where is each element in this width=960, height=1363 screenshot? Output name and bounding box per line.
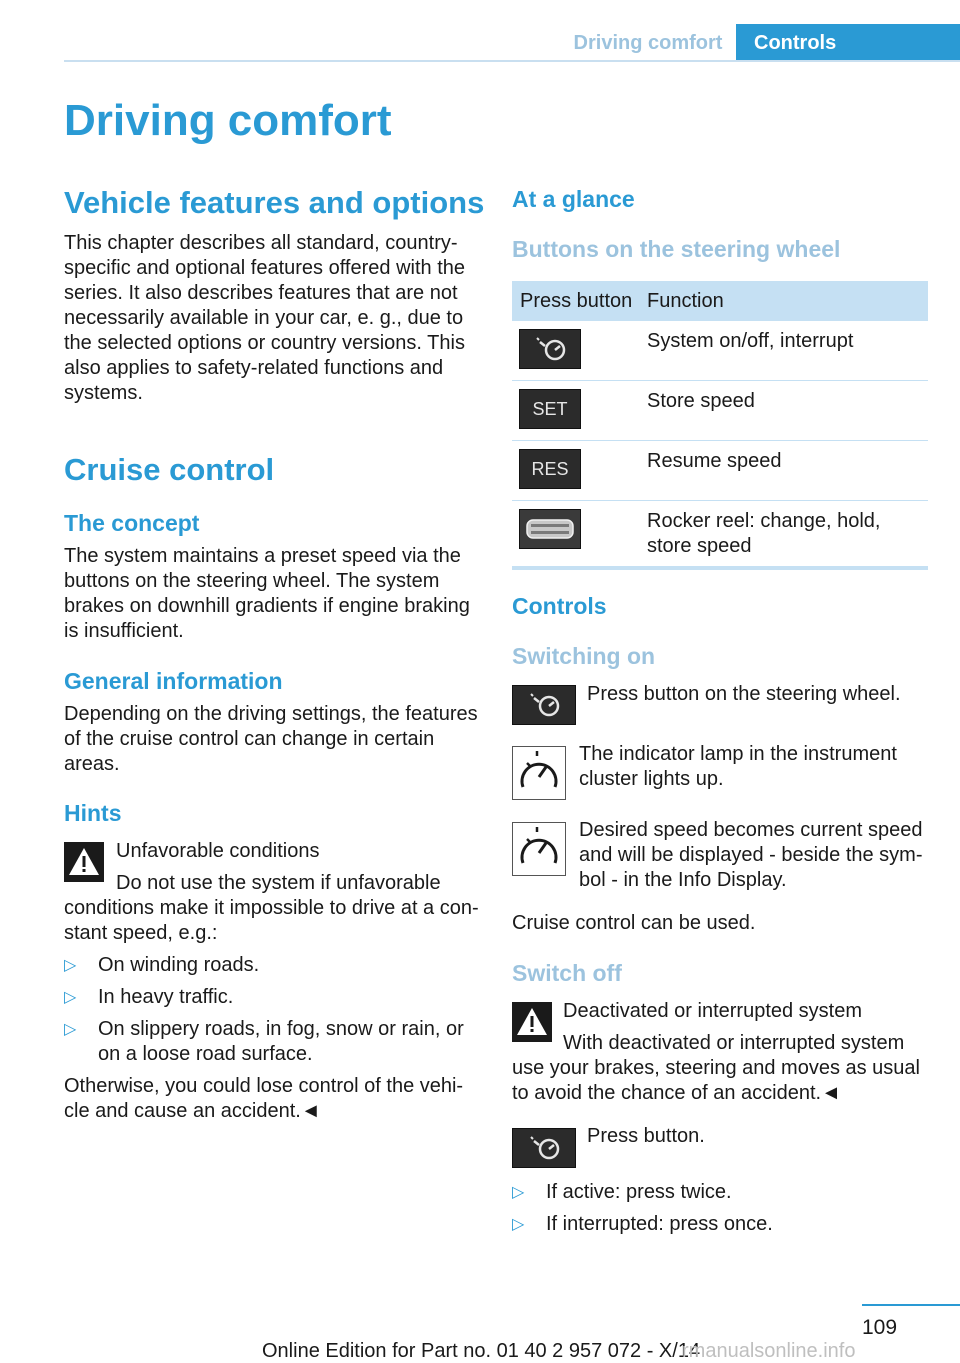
text-line: cluster lights up. bbox=[579, 768, 724, 790]
text-line: cle and cause an accident.◄ bbox=[64, 1100, 321, 1122]
header-section-label: Driving comfort bbox=[573, 31, 723, 54]
table-cell-function bbox=[647, 509, 880, 559]
text-line: systems. bbox=[64, 382, 143, 404]
text-line: bol - in the Info Display. bbox=[579, 869, 787, 891]
text-line: The indicator lamp in the instrument bbox=[579, 743, 897, 765]
heading-controls: Controls bbox=[512, 593, 607, 619]
warning-icon bbox=[64, 842, 104, 882]
header-tab-controls: Controls bbox=[736, 24, 960, 62]
press-button-text: Press button. bbox=[587, 1125, 705, 1147]
text-line: and will be displayed - beside the sym- bbox=[579, 844, 923, 866]
heading-the-concept: The concept bbox=[64, 510, 200, 536]
warning-icon bbox=[512, 1002, 552, 1042]
warning-text: With deactivated or interrupted system bbox=[563, 1032, 905, 1054]
table-header-function: Function bbox=[647, 290, 724, 312]
text-line: stant speed, e.g.: bbox=[64, 922, 218, 944]
text-line: necessarily available in your car, e. g., due to bbox=[64, 307, 464, 329]
text-line: areas. bbox=[64, 753, 120, 775]
text-line: the selected options or country versions. This bbox=[64, 332, 465, 354]
text-line: specific and optional features offered with the bbox=[64, 257, 465, 279]
bullet-marker: ▷ bbox=[512, 1184, 525, 1201]
header-rule bbox=[64, 60, 960, 62]
text-line: Otherwise, you could lose control of the vehi- bbox=[64, 1075, 464, 1097]
table-bottom-rule bbox=[512, 566, 928, 570]
list-item-text: In heavy traffic. bbox=[98, 986, 234, 1008]
heading-at-a-glance: At a glance bbox=[512, 186, 635, 212]
list-item-text: On winding roads. bbox=[98, 954, 260, 976]
list-item bbox=[512, 1180, 932, 1205]
general-text bbox=[64, 702, 478, 777]
table-cell-function: Resume speed bbox=[647, 450, 782, 472]
text-line: Desired speed becomes current speed bbox=[579, 819, 923, 841]
bullet-marker: ▷ bbox=[64, 989, 77, 1006]
vehicle-features-text bbox=[64, 231, 465, 406]
list-item-text: If active: press twice. bbox=[546, 1181, 732, 1203]
table-header-press-button: Press button bbox=[520, 290, 633, 312]
desired-speed-text bbox=[579, 818, 923, 893]
can-be-used-text: Cruise control can be used. bbox=[512, 912, 756, 934]
text-line: also applies to safety-related functions and bbox=[64, 357, 444, 379]
text-line: is insufficient. bbox=[64, 620, 184, 642]
warning-title: Deactivated or interrupted system bbox=[563, 1000, 863, 1022]
footer-rule bbox=[862, 1304, 960, 1306]
footer-watermark: rmanualsonline.info bbox=[682, 1340, 856, 1362]
table-row-divider bbox=[512, 500, 928, 501]
press-button-text: Press button on the steering wheel. bbox=[587, 683, 901, 705]
switch-off-text bbox=[512, 1056, 920, 1106]
bullet-marker: ▷ bbox=[512, 1216, 525, 1233]
warning-text: Do not use the system if unfavorable bbox=[116, 872, 441, 894]
table-row-divider bbox=[512, 380, 928, 381]
heading-cruise-control: Cruise control bbox=[64, 452, 275, 487]
text-line: store speed bbox=[647, 535, 752, 557]
text-line: Rocker reel: change, hold, bbox=[647, 510, 881, 532]
text-line: of the cruise control can change in certain bbox=[64, 728, 435, 750]
warning-title: Unfavorable conditions bbox=[116, 840, 320, 862]
res-button: RES bbox=[519, 449, 581, 489]
text-line: use your brakes, steering and moves as usual bbox=[512, 1057, 920, 1079]
hints-text bbox=[64, 896, 479, 946]
text-line: series. It also describes features that are not bbox=[64, 282, 458, 304]
list-item bbox=[512, 1212, 932, 1237]
list-item-continuation: on a loose road surface. bbox=[98, 1043, 313, 1065]
table-row-divider bbox=[512, 440, 928, 441]
list-item bbox=[64, 953, 484, 978]
cruise-indicator-lamp-icon bbox=[512, 822, 566, 876]
bullet-marker: ▷ bbox=[64, 1021, 77, 1038]
footer-edition: Online Edition for Part no. 01 40 2 957 072 - X/14 bbox=[262, 1340, 701, 1362]
cruise-control-icon bbox=[512, 685, 576, 725]
heading-switching-on: Switching on bbox=[512, 643, 656, 669]
list-item bbox=[64, 985, 484, 1010]
cruise-control-icon bbox=[519, 329, 581, 369]
list-item bbox=[64, 1017, 484, 1042]
hints-outro bbox=[64, 1074, 463, 1124]
rocker-reel-icon bbox=[519, 509, 581, 549]
heading-hints: Hints bbox=[64, 800, 122, 826]
bullet-marker: ▷ bbox=[64, 957, 77, 974]
indicator-text bbox=[579, 742, 897, 792]
text-line: The system maintains a preset speed via the bbox=[64, 545, 461, 567]
cruise-control-icon bbox=[512, 1128, 576, 1168]
set-button: SET bbox=[519, 389, 581, 429]
list-item-text: On slippery roads, in fog, snow or rain, or bbox=[98, 1018, 464, 1040]
heading-vehicle-features: Vehicle features and options bbox=[64, 185, 485, 220]
text-line: conditions make it impossible to drive at a con- bbox=[64, 897, 479, 919]
text-line: Depending on the driving settings, the features bbox=[64, 703, 478, 725]
list-item-text: If interrupted: press once. bbox=[546, 1213, 773, 1235]
page-title: Driving comfort bbox=[64, 96, 392, 145]
heading-switch-off: Switch off bbox=[512, 960, 622, 986]
text-line: This chapter describes all standard, country- bbox=[64, 232, 458, 254]
cruise-indicator-lamp-icon bbox=[512, 746, 566, 800]
text-line: brakes on downhill gradients if engine braking bbox=[64, 595, 470, 617]
concept-text bbox=[64, 544, 470, 644]
page-number: 109 bbox=[862, 1316, 898, 1339]
table-cell-function: System on/off, interrupt bbox=[647, 330, 854, 352]
heading-general-information: General information bbox=[64, 668, 283, 694]
heading-buttons-steering-wheel: Buttons on the steering wheel bbox=[512, 236, 841, 262]
table-cell-function: Store speed bbox=[647, 390, 755, 412]
text-line: buttons on the steering wheel. The system bbox=[64, 570, 440, 592]
text-line: to avoid the chance of an accident.◄ bbox=[512, 1082, 841, 1104]
